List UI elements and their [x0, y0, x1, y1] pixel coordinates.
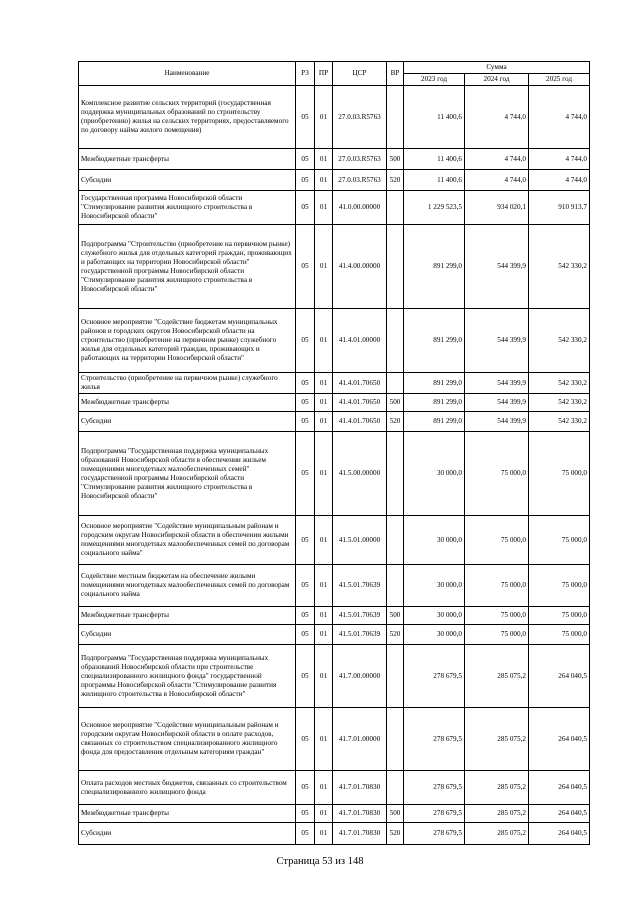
table-row [79, 86, 590, 149]
row-rz: 05 [296, 708, 315, 771]
row-pr: 01 [315, 309, 333, 373]
row-rz: 05 [296, 225, 315, 309]
header-year-2024: 2024 год [465, 74, 529, 86]
row-rz: 05 [296, 309, 315, 373]
table-row [79, 625, 590, 645]
row-amount-2024: 285 075,2 [465, 708, 529, 771]
row-amount-2025: 910 913,7 [529, 191, 590, 225]
header-vr: ВР [387, 62, 404, 86]
row-csr: 27.0.03.R5763 [333, 86, 387, 149]
row-csr: 27.0.03.R5763 [333, 170, 387, 191]
row-rz: 05 [296, 191, 315, 225]
row-csr: 41.7.00.00000 [333, 645, 387, 708]
row-vr [387, 645, 404, 708]
row-csr: 27.0.03.R5763 [333, 149, 387, 170]
row-pr: 01 [315, 394, 333, 412]
row-amount-2025: 4 744,0 [529, 86, 590, 149]
row-csr: 41.4.01.70650 [333, 394, 387, 412]
row-rz: 05 [296, 432, 315, 516]
row-amount-2025: 264 040,5 [529, 708, 590, 771]
table-row [79, 565, 590, 607]
row-csr: 41.4.01.70650 [333, 412, 387, 432]
row-amount-2024: 75 000,0 [465, 565, 529, 607]
row-amount-2024: 544 399,9 [465, 394, 529, 412]
row-vr [387, 771, 404, 805]
row-amount-2023: 11 400,6 [404, 170, 465, 191]
row-name: Основное мероприятие "Содействие муниципальным районам и городским округам Новосибирской области в обеспечении жилыми помещениями многодетных малообеспеченных семей по договорам социального найма" [79, 516, 296, 565]
table-row [79, 412, 590, 432]
table-row [79, 432, 590, 516]
row-amount-2023: 278 679,5 [404, 823, 465, 845]
row-pr: 01 [315, 771, 333, 805]
row-pr: 01 [315, 86, 333, 149]
row-name: Субсидии [79, 170, 296, 191]
row-amount-2025: 75 000,0 [529, 516, 590, 565]
row-name: Основное мероприятие "Содействие муниципальным районам и городским округам Новосибирской области в оплате расходов, связанных со строительством специализированного жилищного фонда для предоставления отдельным категориям граждан" [79, 708, 296, 771]
row-rz: 05 [296, 412, 315, 432]
row-csr: 41.4.00.00000 [333, 225, 387, 309]
table-row [79, 607, 590, 625]
row-amount-2025: 4 744,0 [529, 149, 590, 170]
row-rz: 05 [296, 565, 315, 607]
row-amount-2025: 542 330,2 [529, 373, 590, 394]
row-csr: 41.5.01.70639 [333, 607, 387, 625]
row-csr: 41.4.01.00000 [333, 309, 387, 373]
row-name: Комплексное развитие сельских территорий (государственная поддержка муниципальных образований по строительству (приобретению) жилья на сельских территориях, предоставляемого по договору найма жилого помещения) [79, 86, 296, 149]
header-csr: ЦСР [333, 62, 387, 86]
row-amount-2025: 4 744,0 [529, 170, 590, 191]
row-pr: 01 [315, 565, 333, 607]
row-pr: 01 [315, 170, 333, 191]
row-rz: 05 [296, 170, 315, 191]
row-amount-2023: 278 679,5 [404, 645, 465, 708]
table-row [79, 191, 590, 225]
row-name: Межбюджетные трансферты [79, 607, 296, 625]
row-name: Субсидии [79, 823, 296, 845]
row-rz: 05 [296, 645, 315, 708]
row-pr: 01 [315, 805, 333, 823]
row-name: Содействие местным бюджетам на обеспечение жилыми помещениями многодетных малообеспеченных семей по договорам социального найма [79, 565, 296, 607]
row-amount-2024: 4 744,0 [465, 86, 529, 149]
row-amount-2023: 30 000,0 [404, 607, 465, 625]
table-row [79, 373, 590, 394]
row-vr: 500 [387, 149, 404, 170]
table-row [79, 309, 590, 373]
row-rz: 05 [296, 516, 315, 565]
table-row [79, 394, 590, 412]
row-amount-2023: 30 000,0 [404, 625, 465, 645]
row-csr: 41.7.01.70830 [333, 823, 387, 845]
row-vr: 520 [387, 412, 404, 432]
row-amount-2025: 75 000,0 [529, 565, 590, 607]
row-csr: 41.7.01.70830 [333, 771, 387, 805]
row-amount-2023: 11 400,6 [404, 86, 465, 149]
row-rz: 05 [296, 86, 315, 149]
row-amount-2024: 75 000,0 [465, 607, 529, 625]
header-rz: РЗ [296, 62, 315, 86]
row-csr: 41.5.00.00000 [333, 432, 387, 516]
table-row [79, 516, 590, 565]
row-vr: 500 [387, 394, 404, 412]
row-amount-2024: 285 075,2 [465, 823, 529, 845]
page-number: Страница 53 из 148 [276, 856, 364, 867]
row-amount-2023: 891 299,0 [404, 394, 465, 412]
table-row [79, 645, 590, 708]
row-amount-2024: 4 744,0 [465, 149, 529, 170]
row-vr [387, 309, 404, 373]
row-amount-2025: 542 330,2 [529, 225, 590, 309]
row-csr: 41.0.00.00000 [333, 191, 387, 225]
row-amount-2025: 542 330,2 [529, 394, 590, 412]
row-vr: 520 [387, 170, 404, 191]
row-pr: 01 [315, 373, 333, 394]
row-vr [387, 191, 404, 225]
row-amount-2024: 4 744,0 [465, 170, 529, 191]
row-rz: 05 [296, 394, 315, 412]
row-amount-2023: 1 229 523,5 [404, 191, 465, 225]
row-vr: 500 [387, 607, 404, 625]
row-rz: 05 [296, 805, 315, 823]
row-amount-2023: 891 299,0 [404, 373, 465, 394]
row-amount-2025: 264 040,5 [529, 645, 590, 708]
table-header [79, 62, 590, 86]
row-name: Основное мероприятие "Содействие бюджетам муниципальных районов и городских округов Новосибирской области на строительство (приобретение на первичном рынке) служебного жилья для отдельных категорий граждан, проживающих и работающих на территории Новосибирской области" [79, 309, 296, 373]
row-amount-2024: 75 000,0 [465, 516, 529, 565]
row-name: Межбюджетные трансферты [79, 394, 296, 412]
row-amount-2024: 544 399,9 [465, 412, 529, 432]
row-rz: 05 [296, 823, 315, 845]
row-pr: 01 [315, 823, 333, 845]
row-amount-2023: 891 299,0 [404, 225, 465, 309]
table-body [79, 86, 590, 845]
row-pr: 01 [315, 708, 333, 771]
row-amount-2025: 75 000,0 [529, 432, 590, 516]
row-pr: 01 [315, 412, 333, 432]
row-pr: 01 [315, 607, 333, 625]
row-amount-2023: 891 299,0 [404, 412, 465, 432]
row-vr [387, 373, 404, 394]
row-amount-2023: 30 000,0 [404, 565, 465, 607]
row-amount-2023: 278 679,5 [404, 771, 465, 805]
row-pr: 01 [315, 432, 333, 516]
row-amount-2024: 285 075,2 [465, 645, 529, 708]
header-pr: ПР [315, 62, 333, 86]
row-name: Строительство (приобретение на первичном рынке) служебного жилья [79, 373, 296, 394]
row-amount-2023: 278 679,5 [404, 805, 465, 823]
row-vr [387, 708, 404, 771]
header-name: Наименование [79, 62, 296, 86]
row-csr: 41.5.01.70639 [333, 625, 387, 645]
row-csr: 41.5.01.70639 [333, 565, 387, 607]
row-pr: 01 [315, 645, 333, 708]
row-pr: 01 [315, 625, 333, 645]
table-row [79, 225, 590, 309]
row-amount-2025: 542 330,2 [529, 412, 590, 432]
row-csr: 41.4.01.70650 [333, 373, 387, 394]
table-row [79, 805, 590, 823]
row-vr [387, 432, 404, 516]
row-amount-2024: 934 020,1 [465, 191, 529, 225]
table-row [79, 708, 590, 771]
budget-table [78, 61, 590, 845]
row-amount-2025: 75 000,0 [529, 625, 590, 645]
row-rz: 05 [296, 625, 315, 645]
header-year-2023: 2023 год [404, 74, 465, 86]
row-rz: 05 [296, 771, 315, 805]
row-amount-2024: 75 000,0 [465, 625, 529, 645]
row-amount-2025: 542 330,2 [529, 309, 590, 373]
row-amount-2025: 264 040,5 [529, 823, 590, 845]
row-vr: 520 [387, 625, 404, 645]
row-amount-2024: 75 000,0 [465, 432, 529, 516]
row-amount-2023: 30 000,0 [404, 516, 465, 565]
row-amount-2023: 30 000,0 [404, 432, 465, 516]
table-row [79, 149, 590, 170]
row-amount-2025: 75 000,0 [529, 607, 590, 625]
header-sum: Сумма [404, 62, 590, 74]
row-amount-2024: 285 075,2 [465, 771, 529, 805]
row-name: Подпрограмма "Государственная поддержка муниципальных образований Новосибирской области в обеспечении жильем помещениями многодетных малообеспеченных семей" государственной программы Новосибирской области "Стимулирование развития жилищного строительства в Новосибирской области" [79, 432, 296, 516]
row-name: Межбюджетные трансферты [79, 149, 296, 170]
row-pr: 01 [315, 225, 333, 309]
header-year-2025: 2025 год [529, 74, 590, 86]
row-amount-2024: 285 075,2 [465, 805, 529, 823]
row-amount-2023: 278 679,5 [404, 708, 465, 771]
row-name: Подпрограмма "Строительство (приобретение на первичном рынке) служебного жилья для отдельных категорий граждан, проживающих и работающих на территории Новосибирской области" государственной программы Новосибирской области "Стимулирование развития жилищного строительства в Новосибирской области" [79, 225, 296, 309]
row-name: Субсидии [79, 625, 296, 645]
row-pr: 01 [315, 516, 333, 565]
row-rz: 05 [296, 607, 315, 625]
row-amount-2023: 891 299,0 [404, 309, 465, 373]
row-vr: 500 [387, 805, 404, 823]
row-csr: 41.5.01.00000 [333, 516, 387, 565]
row-csr: 41.7.01.00000 [333, 708, 387, 771]
table-row [79, 771, 590, 805]
row-amount-2025: 264 040,5 [529, 805, 590, 823]
row-name: Межбюджетные трансферты [79, 805, 296, 823]
row-pr: 01 [315, 191, 333, 225]
row-amount-2024: 544 399,9 [465, 373, 529, 394]
row-csr: 41.7.01.70830 [333, 805, 387, 823]
row-vr [387, 86, 404, 149]
row-name: Оплата расходов местных бюджетов, связанных со строительством специализированного жилищного фонда [79, 771, 296, 805]
row-rz: 05 [296, 373, 315, 394]
row-amount-2024: 544 399,9 [465, 225, 529, 309]
row-amount-2024: 544 399,9 [465, 309, 529, 373]
row-name: Государственная программа Новосибирской области "Стимулирование развития жилищного строительства в Новосибирской области" [79, 191, 296, 225]
row-vr [387, 225, 404, 309]
row-vr [387, 565, 404, 607]
table-row [79, 170, 590, 191]
row-rz: 05 [296, 149, 315, 170]
row-vr [387, 516, 404, 565]
row-amount-2025: 264 040,5 [529, 771, 590, 805]
row-pr: 01 [315, 149, 333, 170]
table-row [79, 823, 590, 845]
row-name: Подпрограмма "Государственная поддержка муниципальных образований Новосибирской области при строительстве специализированного жилищного фонда" государственной программы Новосибирской области "Стимулирование развития жилищного строительства в Новосибирской области" [79, 645, 296, 708]
row-vr: 520 [387, 823, 404, 845]
row-amount-2023: 11 400,6 [404, 149, 465, 170]
row-name: Субсидии [79, 412, 296, 432]
